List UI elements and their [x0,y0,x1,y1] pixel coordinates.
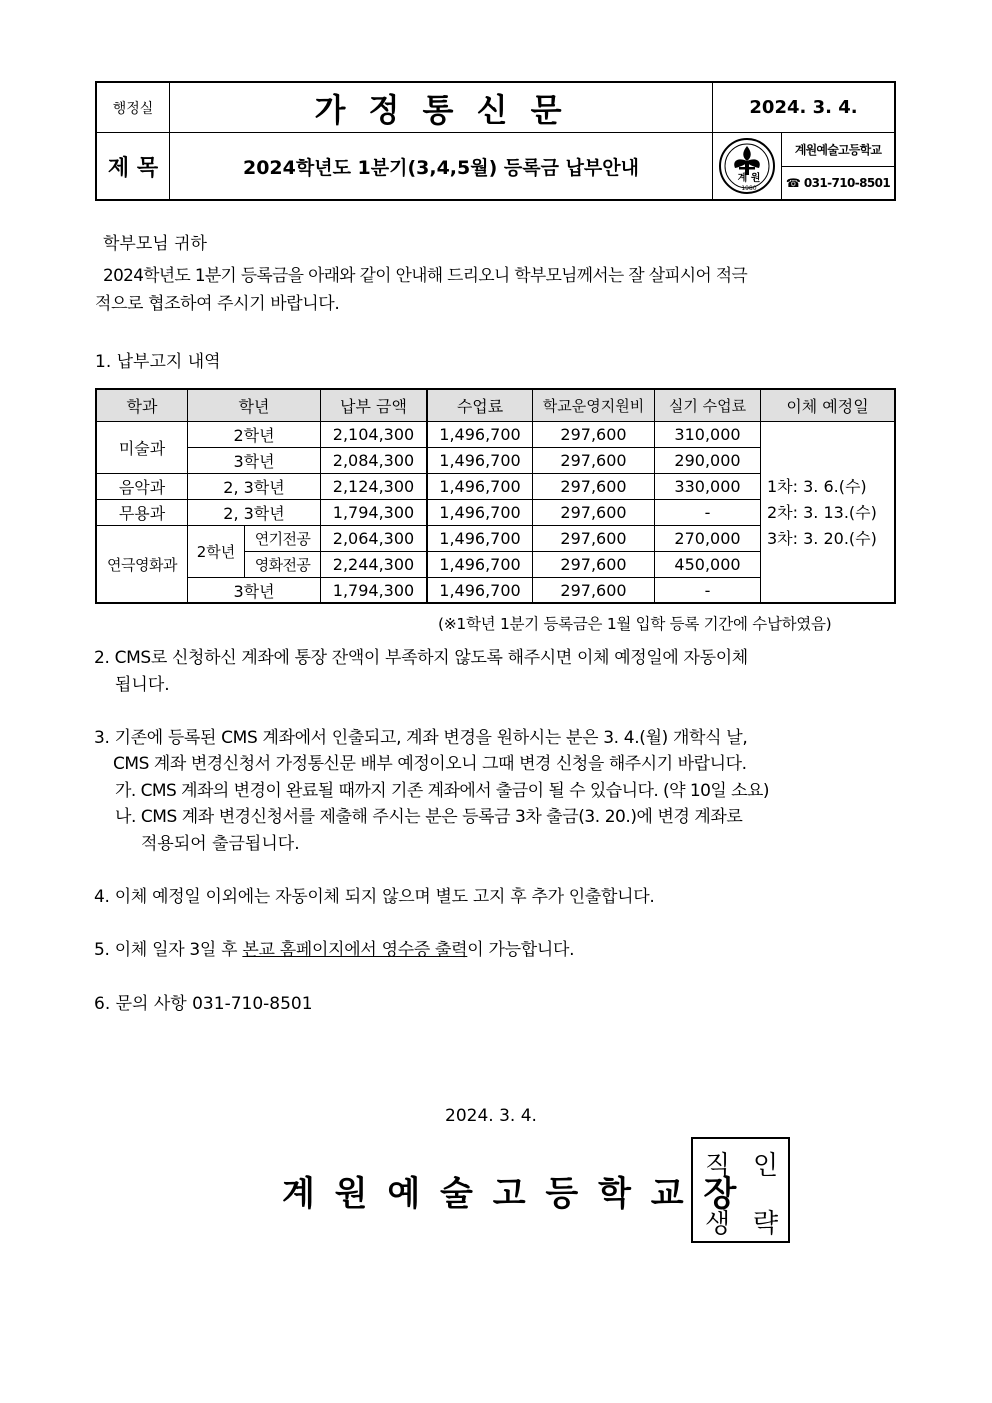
logo-year: 1980 [741,185,757,192]
row-tuition: 1,496,700 [439,555,521,574]
footer-date: 2024. 3. 4. [445,1106,537,1126]
item-3-line-4: 나. CMS 계좌 변경신청서를 제출해 주시는 분은 등록금 3차 출금(3. 20.)에 변경 계좌로 [115,807,743,827]
schedule-item: 1차: 3. 6.(수) [767,477,867,496]
item-5-suffix: 이 가능합니다. [467,940,575,960]
row-amount: 1,794,300 [332,503,415,522]
seal-char: 생 [705,1209,731,1239]
row-support: 297,600 [560,477,627,496]
row-grade: 연기전공 [254,530,311,548]
row-grade: 3학년 [233,581,275,601]
seal-char: 직 [705,1151,731,1181]
row-tuition: 1,496,700 [439,451,521,470]
seal-char: 략 [753,1209,779,1239]
subject-label: 제 목 [107,155,159,181]
item-3-line-1: 3. 기존에 등록된 CMS 계좌에서 인출되고, 계좌 변경을 원하시는 분은 3. 4.(월) 개학식 날, [94,728,748,748]
intro-line-2: 적으로 협조하여 주시기 바랍니다. [95,294,340,314]
seal-char: 인 [753,1151,779,1181]
item-2-line-1: 2. CMS로 신청하신 계좌에 통장 잔액이 부족하지 않도록 해주시면 이체 예정일에 자동이체 [94,648,748,668]
row-support: 297,600 [560,425,627,444]
dept-theater: 연극영화과 [107,555,177,574]
dept-music: 음악과 [118,478,166,497]
subject-title: 2024학년도 1분기(3,4,5월) 등록금 납부안내 [242,156,639,179]
schedule-item: 3차: 3. 20.(수) [767,529,877,548]
row-practical: 330,000 [674,477,741,496]
row-amount: 2,084,300 [332,451,415,470]
item-6: 6. 문의 사항 031-710-8501 [94,994,313,1014]
row-practical: 310,000 [674,425,741,444]
header-box [95,81,896,201]
item-5-underline: 본교 홈페이지에서 영수증 출력 [242,940,468,960]
item-5-prefix: 5. 이체 일자 3일 후 [94,940,243,960]
row-amount: 2,244,300 [332,555,415,574]
fee-table [95,388,896,604]
row-practical: 450,000 [674,555,741,574]
row-grade: 2학년 [233,426,275,445]
row-grade: 영화전공 [254,556,311,574]
intro-line-1: 2024학년도 1분기 등록금을 아래와 같이 안내해 드리오니 학부모님께서는 잘 살피시어 적극 [103,265,748,285]
logo-text: 계 원 [737,173,761,184]
header-date: 2024. 3. 4. [749,97,858,118]
row-grade: 2, 3학년 [223,478,285,497]
dept-label: 행정실 [112,100,154,117]
theater-grade2: 2학년 [196,543,236,561]
row-support: 297,600 [560,451,627,470]
row-practical: - [704,503,711,522]
col-header-schedule: 이체 예정일 [761,390,894,421]
table-note: (※1학년 1분기 등록금은 1월 입학 등록 기간에 수납하였음) [438,615,832,633]
item-3-line-3: 가. CMS 계좌의 변경이 완료될 때까지 기존 계좌에서 출금이 될 수 있습니다. (약 10일 소요) [115,781,769,801]
item-4: 4. 이체 예정일 이외에는 자동이체 되지 않으며 별도 고지 후 추가 인출합니다. [94,887,655,907]
row-support: 297,600 [560,503,627,522]
school-name: 계원예술고등학교 [794,143,882,157]
col-header-practical: 실기 수업료 [655,390,760,421]
col-header-dept: 학과 [97,390,187,421]
row-practical: - [704,580,711,600]
col-header-grade: 학년 [188,390,320,421]
col-header-amount: 납부 금액 [321,390,426,421]
row-tuition: 1,496,700 [439,477,521,496]
row-amount: 2,064,300 [332,529,415,548]
row-support: 297,600 [560,580,627,600]
col-header-support: 학교운영지원비 [533,390,654,421]
row-tuition: 1,496,700 [439,503,521,522]
page-title: 가 정 통 신 문 [314,90,568,129]
item-5 [94,937,574,964]
item-2-line-2: 됩니다. [115,675,170,695]
principal-name: 계 원 예 술 고 등 학 교 장 [282,1174,741,1214]
item-3-line-5: 적용되어 출금됩니다. [141,834,300,854]
dept-art: 미술과 [118,439,166,458]
row-support: 297,600 [560,555,627,574]
schedule-item: 2차: 3. 13.(수) [767,503,877,522]
salutation: 학부모님 귀하 [103,234,207,254]
item-3-line-2: CMS 계좌 변경신청서 가정통신문 배부 예정이오니 그때 변경 신청을 해주시기 바랍니다. [113,754,747,774]
row-support: 297,600 [560,529,627,548]
col-header-tuition: 수업료 [428,390,532,421]
school-phone: ☎ 031-710-8501 [785,176,891,190]
row-tuition: 1,496,700 [439,529,521,548]
row-tuition: 1,496,700 [439,580,521,600]
seal-omitted-box [691,1137,790,1243]
section-heading: 1. 납부고지 내역 [95,352,221,372]
row-tuition: 1,496,700 [439,425,521,444]
row-amount: 1,794,300 [332,580,415,600]
row-grade: 3학년 [233,452,275,471]
dept-dance: 무용과 [118,504,166,523]
row-amount: 2,104,300 [332,425,415,444]
transfer-schedule [767,474,877,552]
row-amount: 2,124,300 [332,477,415,496]
row-practical: 290,000 [674,451,741,470]
row-grade: 2, 3학년 [223,504,285,523]
row-practical: 270,000 [674,529,741,548]
